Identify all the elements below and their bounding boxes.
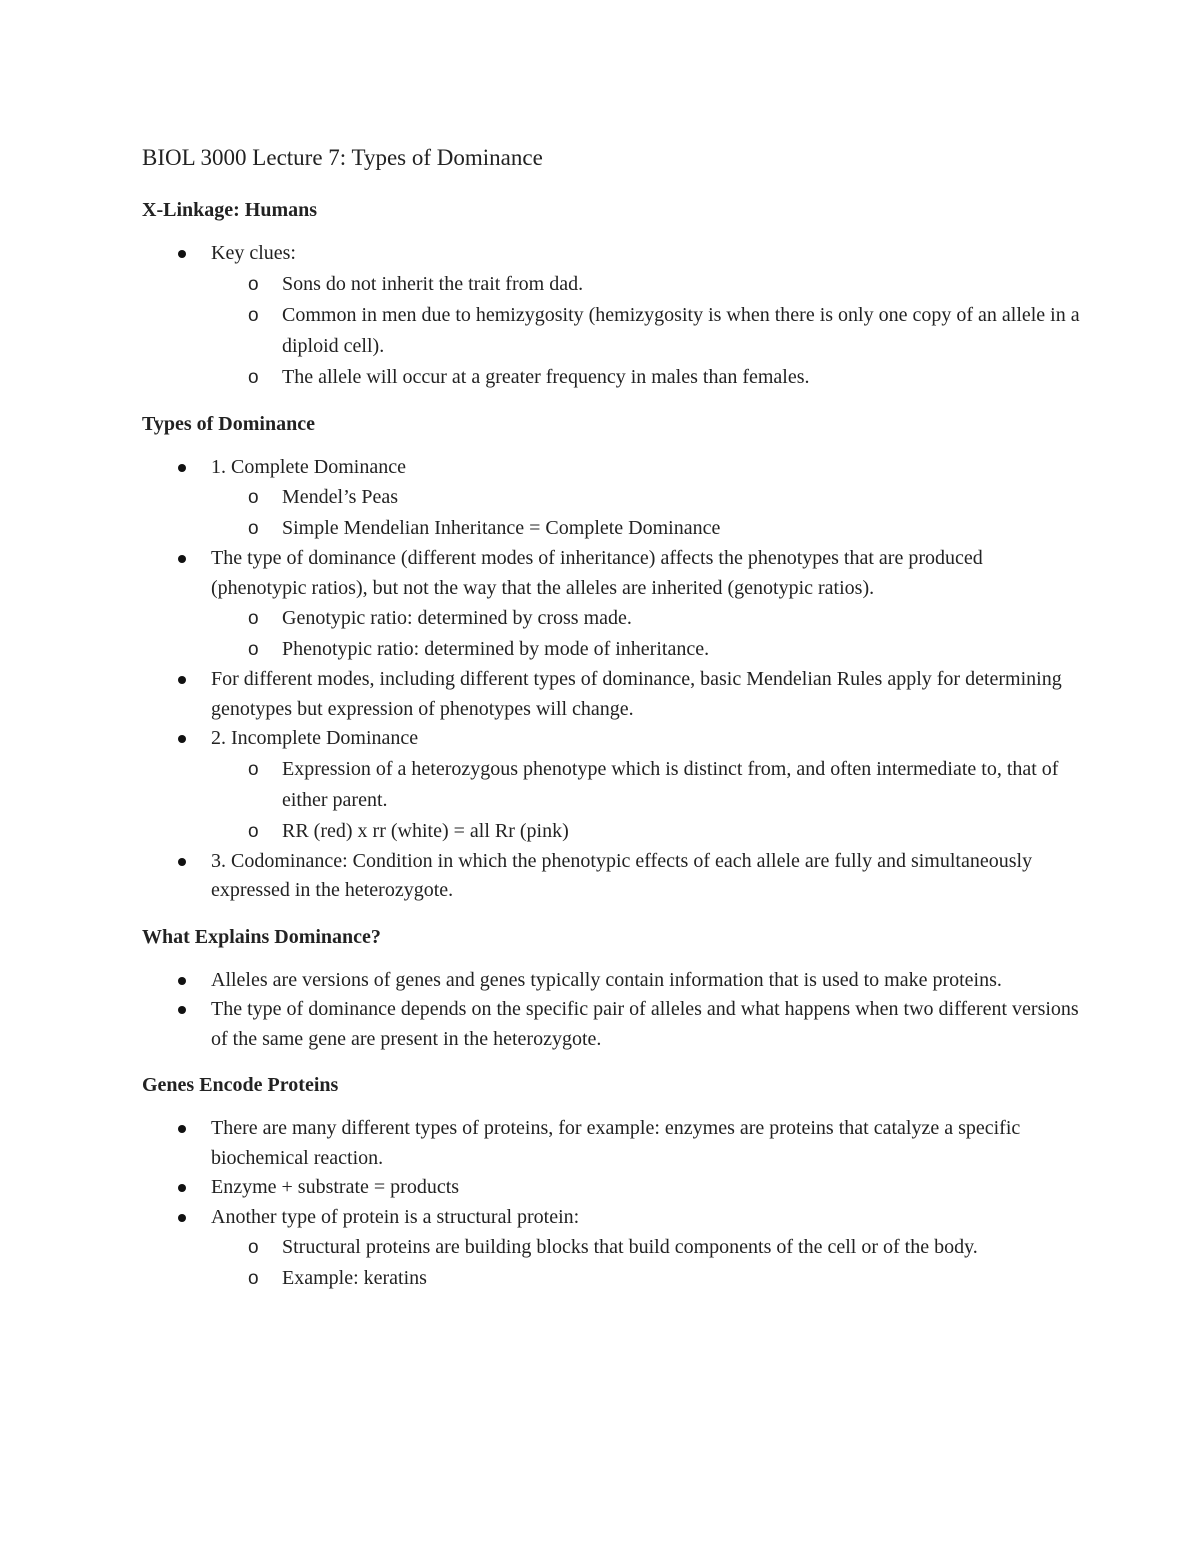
sub-bullet-list: [211, 1232, 1080, 1294]
list-item-text: There are many different types of proteins, for example: enzymes are proteins that catalyze a specific biochemical reaction.: [211, 1117, 1021, 1169]
list-item-text: Enzyme + substrate = products: [211, 1176, 460, 1198]
hollow-bullet-icon: o: [248, 1268, 259, 1289]
section-heading: Genes Encode Proteins: [142, 1074, 339, 1096]
sub-list-item: [142, 513, 1080, 544]
sub-list-item: [142, 300, 1080, 362]
list-item-text: 2. Incomplete Dominance: [211, 727, 419, 749]
hollow-bullet-icon: o: [248, 608, 259, 629]
sub-list-item: [142, 634, 1080, 665]
sub-list-item: [142, 1232, 1080, 1263]
sub-list-item: [142, 362, 1080, 393]
bullet-dot-icon: [178, 977, 186, 985]
section: [142, 1072, 1080, 1294]
bullet-list: [142, 453, 1080, 906]
list-item: [142, 966, 1080, 996]
hollow-bullet-icon: o: [248, 366, 259, 388]
list-item: [142, 239, 1080, 393]
sub-list-item-text: RR (red) x rr (white) = all Rr (pink): [282, 819, 569, 842]
bullet-dot-icon: [178, 555, 186, 563]
sub-list-item: [142, 482, 1080, 513]
bullet-dot-icon: [178, 1006, 186, 1014]
document-title: BIOL 3000 Lecture 7: Types of Dominance: [142, 145, 543, 170]
list-item: [142, 1173, 1080, 1203]
list-item-text: The type of dominance depends on the specific pair of alleles and what happens when two different versions of the same gene are present in the heterozygote.: [211, 998, 1079, 1050]
sub-bullet-list: [211, 754, 1080, 847]
sub-bullet-list: [211, 482, 1080, 544]
sub-list-item: [142, 1263, 1080, 1294]
list-item-text: Alleles are versions of genes and genes typically contain information that is used to make proteins.: [211, 968, 1002, 991]
hollow-bullet-icon: o: [248, 820, 259, 842]
sub-list-item: [142, 269, 1080, 300]
sub-list-item: [142, 603, 1080, 634]
section: [142, 197, 1080, 393]
sub-list-item-text: The allele will occur at a greater frequency in males than females.: [282, 365, 810, 388]
hollow-bullet-icon: o: [248, 758, 259, 780]
bullet-dot-icon: [178, 250, 186, 258]
sub-list-item-text: Genotypic ratio: determined by cross made.: [282, 607, 632, 629]
section: [142, 411, 1080, 906]
sub-list-item-text: Mendel’s Peas: [282, 486, 399, 508]
bullet-dot-icon: [178, 1125, 186, 1133]
hollow-bullet-icon: o: [248, 273, 259, 295]
bullet-list: [142, 1114, 1080, 1294]
bullet-dot-icon: [178, 676, 186, 684]
list-item: [142, 665, 1080, 724]
section-heading: What Explains Dominance?: [142, 925, 381, 948]
list-item: [142, 724, 1080, 847]
list-item: [142, 453, 1080, 545]
bullet-dot-icon: [178, 1184, 186, 1192]
sub-list-item-text: Sons do not inherit the trait from dad.: [282, 272, 584, 295]
bullet-dot-icon: [178, 1214, 186, 1222]
sub-list-item: [142, 816, 1080, 847]
list-item-text: Key clues:: [211, 242, 296, 264]
sub-list-item-text: Simple Mendelian Inheritance = Complete Dominance: [282, 517, 721, 539]
sub-list-item-text: Phenotypic ratio: determined by mode of inheritance.: [282, 638, 710, 660]
list-item: [142, 995, 1080, 1054]
hollow-bullet-icon: o: [248, 487, 259, 508]
bullet-list: [142, 239, 1080, 393]
list-item-text: 3. Codominance: Condition in which the phenotypic effects of each allele are fully and simultaneously expressed in the heterozygote.: [211, 849, 1033, 901]
list-item: [142, 847, 1080, 906]
list-item-text: The type of dominance (different modes of inheritance) affects the phenotypes that are produced (phenotypic ratios), but not the way that the alleles are inherited (genotypic ratios).: [211, 547, 983, 599]
sub-bullet-list: [211, 269, 1080, 393]
list-item-text: For different modes, including different types of dominance, basic Mendelian Rules apply for determining genotypes but expression of phenotypes will change.: [211, 668, 1062, 720]
list-item: [142, 1203, 1080, 1295]
sub-list-item-text: Common in men due to hemizygosity (hemizygosity is when there is only one copy of an allele in a diploid cell).: [282, 303, 1080, 357]
bullet-dot-icon: [178, 858, 186, 866]
sub-list-item: [142, 754, 1080, 816]
list-item-text: Another type of protein is a structural protein:: [211, 1205, 580, 1228]
list-item: [142, 1114, 1080, 1173]
hollow-bullet-icon: o: [248, 304, 259, 326]
bullet-list: [142, 966, 1080, 1055]
section-heading: Types of Dominance: [142, 412, 315, 435]
section-heading: X-Linkage: Humans: [142, 199, 318, 221]
sub-list-item-text: Expression of a heterozygous phenotype which is distinct from, and often intermediate to, that of either parent.: [282, 757, 1059, 811]
section: [142, 924, 1080, 1055]
hollow-bullet-icon: o: [248, 639, 259, 660]
document-body: [142, 197, 1080, 1294]
sub-list-item-text: Structural proteins are building blocks that build components of the cell or of the body.: [282, 1236, 978, 1258]
hollow-bullet-icon: o: [248, 518, 259, 539]
sub-list-item-text: Example: keratins: [282, 1267, 427, 1289]
sub-bullet-list: [211, 603, 1080, 665]
list-item-text: 1. Complete Dominance: [211, 455, 406, 478]
hollow-bullet-icon: o: [248, 1237, 259, 1258]
list-item: [142, 544, 1080, 665]
bullet-dot-icon: [178, 464, 186, 472]
bullet-dot-icon: [178, 735, 186, 743]
